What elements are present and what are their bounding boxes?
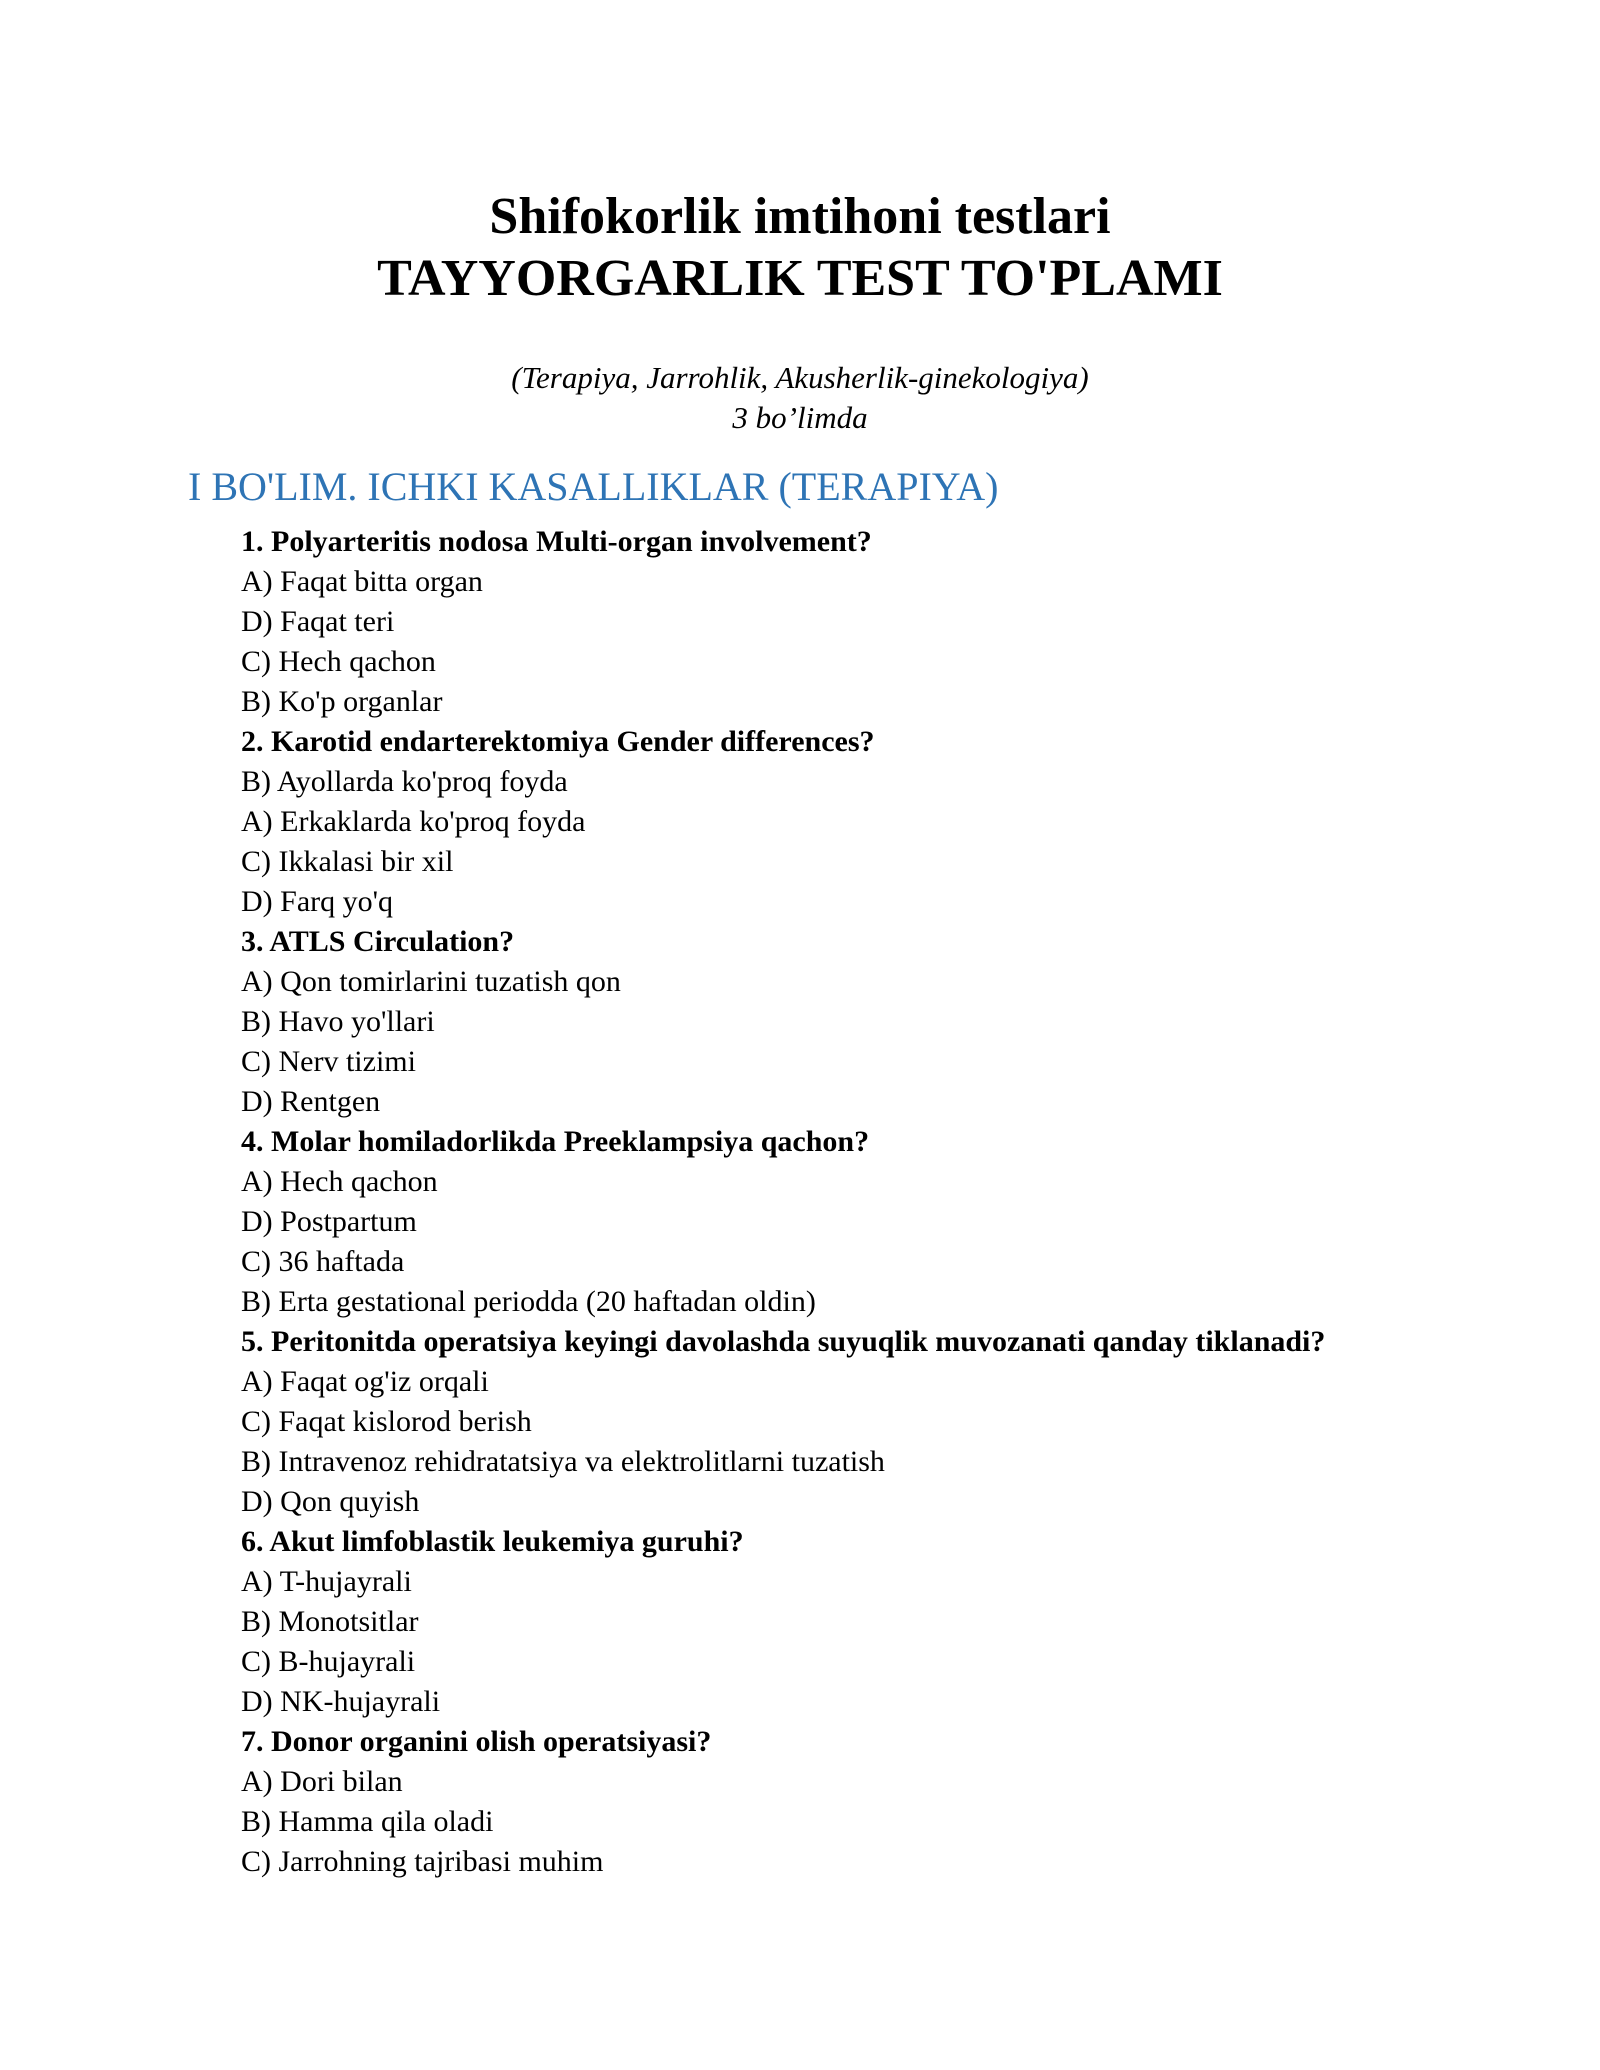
answer-option: C) Jarrohning tajribasi muhim [241, 1845, 604, 1878]
answer-option: A) Qon tomirlarini tuzatish qon [241, 965, 621, 998]
question-block [241, 522, 1325, 722]
answer-option: D) NK-hujayrali [241, 1685, 441, 1718]
answer-option: C) B-hujayrali [241, 1645, 416, 1678]
answer-option: C) Nerv tizimi [241, 1045, 416, 1078]
answer-option: C) Hech qachon [241, 645, 436, 678]
answer-option: D) Qon quyish [241, 1485, 420, 1518]
answer-option: B) Havo yo'llari [241, 1005, 435, 1038]
answer-option: C) Ikkalasi bir xil [241, 845, 454, 878]
answer-option: D) Rentgen [241, 1085, 381, 1118]
question-block [241, 922, 1325, 1122]
answer-option: B) Erta gestational periodda (20 haftadan oldin) [241, 1285, 816, 1318]
answer-option: A) Dori bilan [241, 1765, 403, 1798]
question-list [241, 522, 1325, 1882]
answer-option: C) Faqat kislorod berish [241, 1405, 532, 1438]
subtitle-line-1: (Terapiya, Jarrohlik, Akusherlik-ginekologiya) [511, 360, 1089, 395]
question-block [241, 1122, 1325, 1322]
answer-option: D) Farq yo'q [241, 885, 394, 918]
question-text: 6. Akut limfoblastik leukemiya guruhi? [241, 1525, 744, 1558]
question-block [241, 1322, 1325, 1522]
question-text: 2. Karotid endarterektomiya Gender differences? [241, 725, 875, 758]
answer-option: A) Faqat og'iz orqali [241, 1365, 489, 1398]
answer-option: A) Faqat bitta organ [241, 565, 483, 598]
section-heading: I BO'LIM. ICHKI KASALLIKLAR (TERAPIYA) [188, 464, 999, 509]
document-subtitle [0, 358, 1600, 438]
subtitle-line-2: 3 bo’limda [732, 400, 868, 435]
question-block [241, 722, 1325, 922]
answer-option: C) 36 haftada [241, 1245, 405, 1278]
answer-option: B) Ko'p organlar [241, 685, 443, 718]
answer-option: A) T-hujayrali [241, 1565, 412, 1598]
question-text: 4. Molar homiladorlikda Preeklampsiya qachon? [241, 1125, 870, 1158]
question-text: 5. Peritonitda operatsiya keyingi davolashda suyuqlik muvozanati qanday tiklanadi? [241, 1325, 1326, 1358]
question-text: 7. Donor organini olish operatsiyasi? [241, 1725, 712, 1758]
title-line-2: TAYYORGARLIK TEST TO'PLAMI [377, 250, 1223, 307]
answer-option: B) Intravenoz rehidratatsiya va elektrolitlarni tuzatish [241, 1445, 885, 1478]
answer-option: B) Ayollarda ko'proq foyda [241, 765, 568, 798]
answer-option: B) Monotsitlar [241, 1605, 419, 1638]
answer-option: D) Postpartum [241, 1205, 417, 1238]
question-text: 3. ATLS Circulation? [241, 925, 515, 958]
question-text: 1. Polyarteritis nodosa Multi-organ involvement? [241, 525, 872, 558]
answer-option: A) Erkaklarda ko'proq foyda [241, 805, 586, 838]
answer-option: D) Faqat teri [241, 605, 395, 638]
question-block [241, 1522, 1325, 1722]
title-line-1: Shifokorlik imtihoni testlari [489, 188, 1111, 245]
answer-option: A) Hech qachon [241, 1165, 438, 1198]
question-block [241, 1722, 1325, 1882]
answer-option: B) Hamma qila oladi [241, 1805, 494, 1838]
document-title [0, 186, 1600, 310]
